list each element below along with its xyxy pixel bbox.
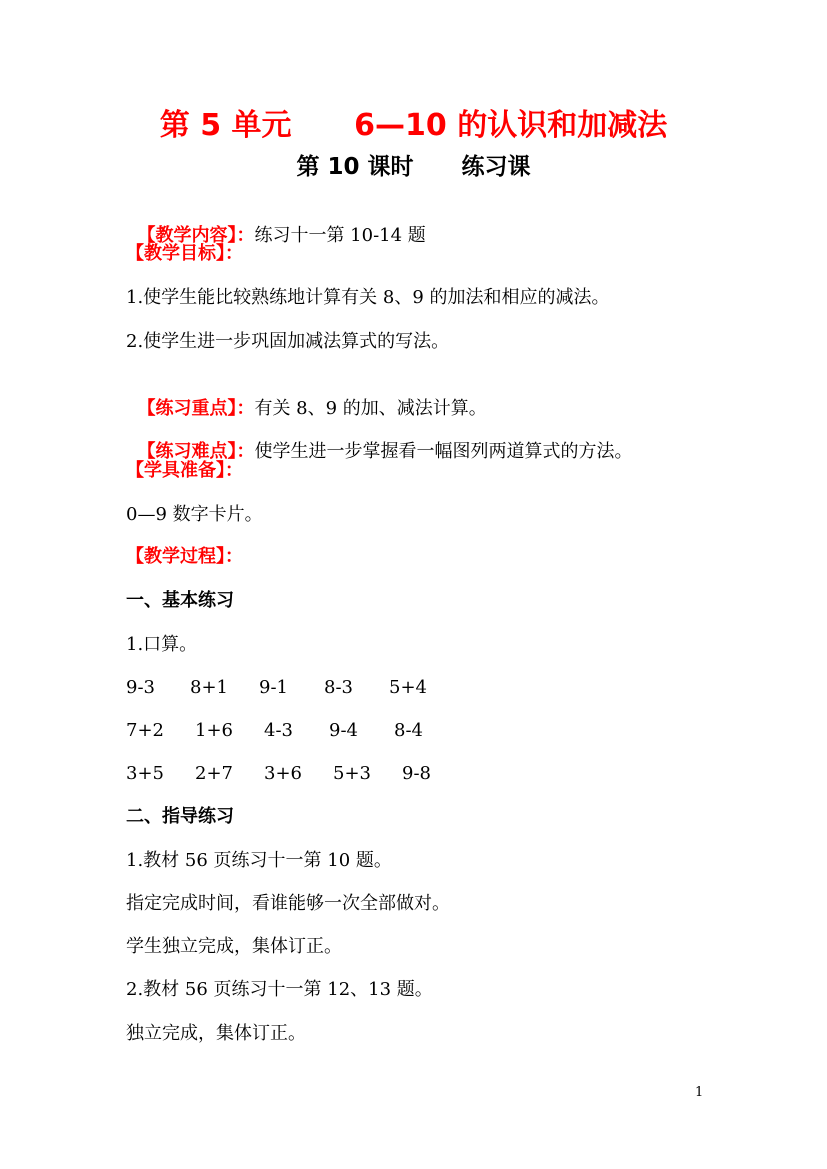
lesson-subtitle: 第 10 课时 练习课 <box>296 154 531 180</box>
difficulty-text: 使学生进一步掌握看一幅图列两道算式的方法。 <box>254 441 633 462</box>
goal-1: 1.使学生能比较熟练地计算有关 8、9 的加法和相应的减法。 <box>126 287 610 308</box>
guided-item-1-note-b: 学生独立完成，集体订正。 <box>126 936 342 957</box>
page-number: 1 <box>695 1085 704 1100</box>
tools-label: 【学具准备】： <box>126 460 243 481</box>
arith-item: 5+3 <box>333 763 371 784</box>
process-label: 【教学过程】： <box>126 546 243 567</box>
oral-calc-title: 1.口算。 <box>126 634 198 655</box>
section-heading-basic: 一、基本练习 <box>126 590 234 611</box>
arith-item: 9-4 <box>329 720 358 741</box>
arith-item: 7+2 <box>126 720 164 741</box>
arith-item: 9-1 <box>259 677 288 698</box>
guided-item-1-note-a: 指定完成时间，看谁能够一次全部做对。 <box>126 893 450 914</box>
focus-label: 【练习重点】： <box>137 398 255 419</box>
content-text: 练习十一第 10-14 题 <box>254 225 426 246</box>
arith-item: 3+5 <box>126 763 164 784</box>
arith-item: 8+1 <box>190 677 228 698</box>
content-line <box>126 200 426 248</box>
arith-item: 1+6 <box>195 720 233 741</box>
difficulty-line <box>126 416 632 464</box>
arith-item: 3+6 <box>264 763 302 784</box>
focus-text: 有关 8、9 的加、减法计算。 <box>254 398 487 419</box>
guided-item-2-note: 独立完成，集体订正。 <box>126 1023 306 1044</box>
section-heading-guided: 二、指导练习 <box>126 806 234 827</box>
arith-item: 5+4 <box>389 677 427 698</box>
arith-item: 4-3 <box>264 720 293 741</box>
page-title: 第 5 单元 6—10 的认识和加减法 <box>159 108 668 143</box>
focus-line <box>126 373 487 421</box>
arith-item: 8-4 <box>394 720 423 741</box>
goals-label: 【教学目标】： <box>126 243 243 264</box>
goal-2: 2.使学生进一步巩固加减法算式的写法。 <box>126 331 450 352</box>
content-label: 【教学内容】： <box>137 225 255 246</box>
arith-item: 9-3 <box>126 677 155 698</box>
tools-text: 0—9 数字卡片。 <box>126 504 263 525</box>
arith-item: 8-3 <box>324 677 353 698</box>
guided-item-2: 2.教材 56 页练习十一第 12、13 题。 <box>126 979 433 1000</box>
difficulty-label: 【练习难点】： <box>137 441 255 462</box>
arith-item: 2+7 <box>195 763 233 784</box>
arith-item: 9-8 <box>402 763 431 784</box>
guided-item-1: 1.教材 56 页练习十一第 10 题。 <box>126 850 392 871</box>
